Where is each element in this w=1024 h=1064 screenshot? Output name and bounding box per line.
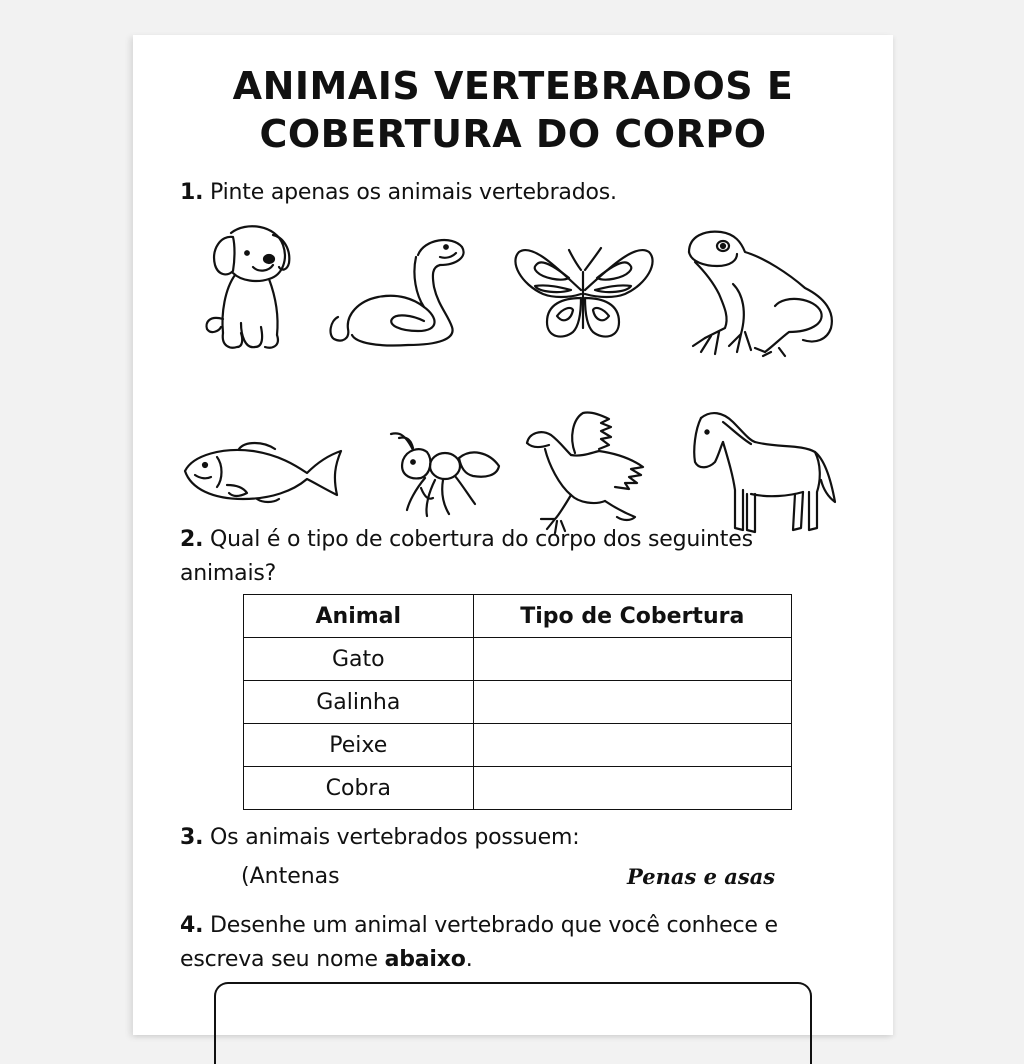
table-header-row xyxy=(244,595,792,638)
ant-icon xyxy=(385,430,505,525)
worksheet-page xyxy=(133,35,893,1035)
table-row xyxy=(244,767,792,810)
question-text-end: . xyxy=(465,947,473,972)
question-text: Desenhe um animal vertebrado que você conhece e escreva seu nome xyxy=(180,913,778,972)
question-number: 2. xyxy=(180,527,204,552)
dog-illustration[interactable] xyxy=(191,223,301,353)
question-number: 3. xyxy=(180,825,204,850)
snake-illustration[interactable] xyxy=(328,235,468,350)
drawing-area[interactable] xyxy=(214,982,812,1064)
question-number: 1. xyxy=(180,180,204,205)
covering-answer-cell[interactable] xyxy=(473,767,791,810)
question-3 xyxy=(180,821,579,855)
page-title xyxy=(133,62,893,158)
covering-answer-cell[interactable] xyxy=(473,724,791,767)
animal-cell: Gato xyxy=(244,638,474,681)
question-4 xyxy=(180,909,820,977)
ant-illustration[interactable] xyxy=(385,430,505,525)
question-2 xyxy=(180,523,840,591)
animal-cell: Peixe xyxy=(244,724,474,767)
horse-icon xyxy=(693,410,838,540)
eagle-illustration[interactable] xyxy=(525,409,650,539)
eagle-icon xyxy=(525,409,650,539)
title-line-1: ANIMAIS VERTEBRADOS E xyxy=(232,64,794,108)
covering-answer-cell[interactable] xyxy=(473,638,791,681)
question-text: Os animais vertebrados possuem: xyxy=(203,825,580,850)
fish-icon xyxy=(183,435,343,515)
question-text: Qual é o tipo de cobertura do corpo dos seguintes animais? xyxy=(180,527,753,586)
column-header-animal: Animal xyxy=(244,595,474,638)
question-1 xyxy=(180,176,617,210)
covering-answer-cell[interactable] xyxy=(473,681,791,724)
question-text-bold: abaixo xyxy=(384,947,466,972)
dog-icon xyxy=(191,223,301,353)
butterfly-illustration[interactable] xyxy=(513,242,658,347)
butterfly-icon xyxy=(513,242,658,347)
table-row xyxy=(244,724,792,767)
fish-illustration[interactable] xyxy=(183,435,343,515)
title-line-2: COBERTURA DO CORPO xyxy=(259,112,767,156)
animal-cell: Cobra xyxy=(244,767,474,810)
body-covering-table xyxy=(243,594,792,810)
column-header-covering: Tipo de Cobertura xyxy=(473,595,791,638)
animal-cell: Galinha xyxy=(244,681,474,724)
snake-icon xyxy=(328,235,468,350)
question-text: Pinte apenas os animais vertebrados. xyxy=(203,180,617,205)
frog-illustration[interactable] xyxy=(685,228,840,358)
question-number: 4. xyxy=(180,913,204,938)
option-antenas[interactable]: (Antenas xyxy=(241,864,340,889)
option-penas-e-asas[interactable]: Penas e asas xyxy=(627,864,776,889)
horse-illustration[interactable] xyxy=(693,410,838,540)
table-row xyxy=(244,681,792,724)
table-row xyxy=(244,638,792,681)
frog-icon xyxy=(685,228,840,358)
